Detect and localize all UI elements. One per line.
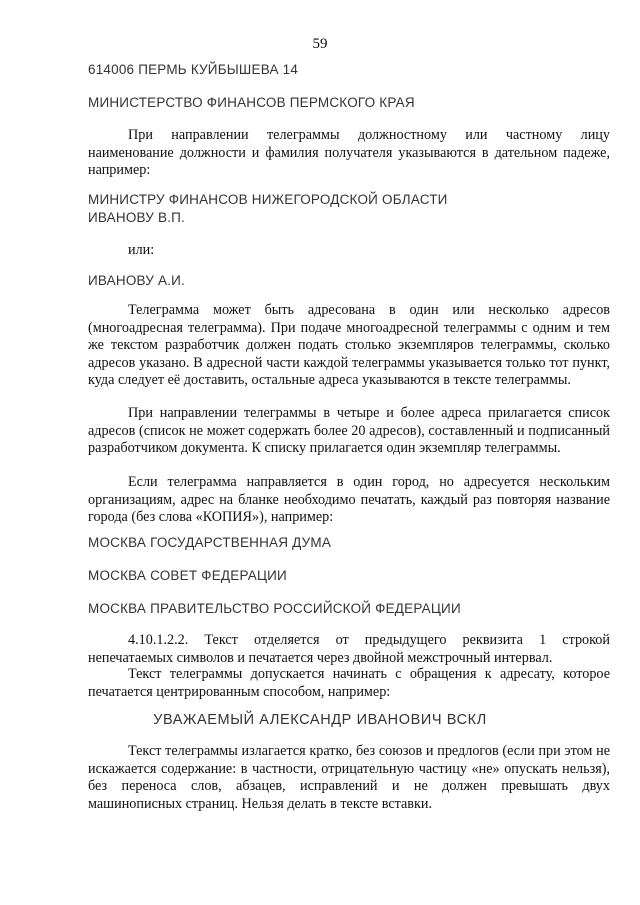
example-ministry-line: МИНИСТРУ ФИНАНСОВ НИЖЕГОРОДСКОЙ ОБЛАСТИ [88, 192, 448, 207]
paragraph-addressing: Текст телеграммы допускается начинать с обращения к адресату, которое печатается центрированным способом, например: [88, 666, 610, 700]
paragraph-address-list: При направлении телеграммы в четыре и более адреса прилагается список адресов (список не может содержать более 20 адресов), составленный и подписанный разработчиком документа. К списку прилагается один экземпляр телеграммы. [88, 405, 610, 457]
address-line-city: 614006 ПЕРМЬ КУЙБЫШЕВА 14 [88, 62, 299, 77]
or-text: или: [128, 242, 155, 258]
example-name-alt: ИВАНОВУ А.И. [88, 273, 186, 288]
paragraph-dative-case: При направлении телеграммы должностному или частному лицу наименование должности и фамилия получателя указываются в дательном падеже, например: [88, 127, 610, 179]
example-name-line: ИВАНОВУ В.П. [88, 210, 186, 225]
city-example-duma: МОСКВА ГОСУДАРСТВЕННАЯ ДУМА [88, 535, 332, 550]
greeting-example: УВАЖАЕМЫЙ АЛЕКСАНДР ИВАНОВИЧ ВСКЛ [153, 712, 487, 728]
page-number: 59 [312, 36, 328, 52]
paragraph-single-city: Если телеграмма направляется в один город, но адресуется нескольким организациям, адрес на бланке необходимо печатать, каждый раз повторяя название города (без слова «КОПИЯ»), например: [88, 474, 610, 526]
city-example-council: МОСКВА СОВЕТ ФЕДЕРАЦИИ [88, 568, 287, 583]
paragraph-multi-address: Телеграмма может быть адресована в один или несколько адресов (многоадресная телеграмма). При подаче многоадресной телеграммы с одним и тем же текстом разработчик должен подать столько экземпляров телеграммы, сколько адресов указано. В адресной части каждой телеграммы указывается только тот пункт, куда следует её доставить, остальные адреса указываются в тексте телеграммы. [88, 302, 610, 389]
address-line-ministry: МИНИСТЕРСТВО ФИНАНСОВ ПЕРМСКОГО КРАЯ [88, 95, 415, 110]
city-example-government: МОСКВА ПРАВИТЕЛЬСТВО РОССИЙСКОЙ ФЕДЕРАЦИИ [88, 601, 461, 616]
paragraph-text-separation: 4.10.1.2.2. Текст отделяется от предыдущего реквизита 1 строкой непечатаемых символов и печатается через двойной межстрочный интервал. [88, 632, 610, 666]
paragraph-brevity: Текст телеграммы излагается кратко, без союзов и предлогов (если при этом не искажается содержание: в частности, отрицательную частицу «не» опускать нельзя), без переноса слов, абзацев, исправлений и не должен превышать двух машинописных страниц. Нельзя делать в тексте вставки. [88, 743, 610, 812]
